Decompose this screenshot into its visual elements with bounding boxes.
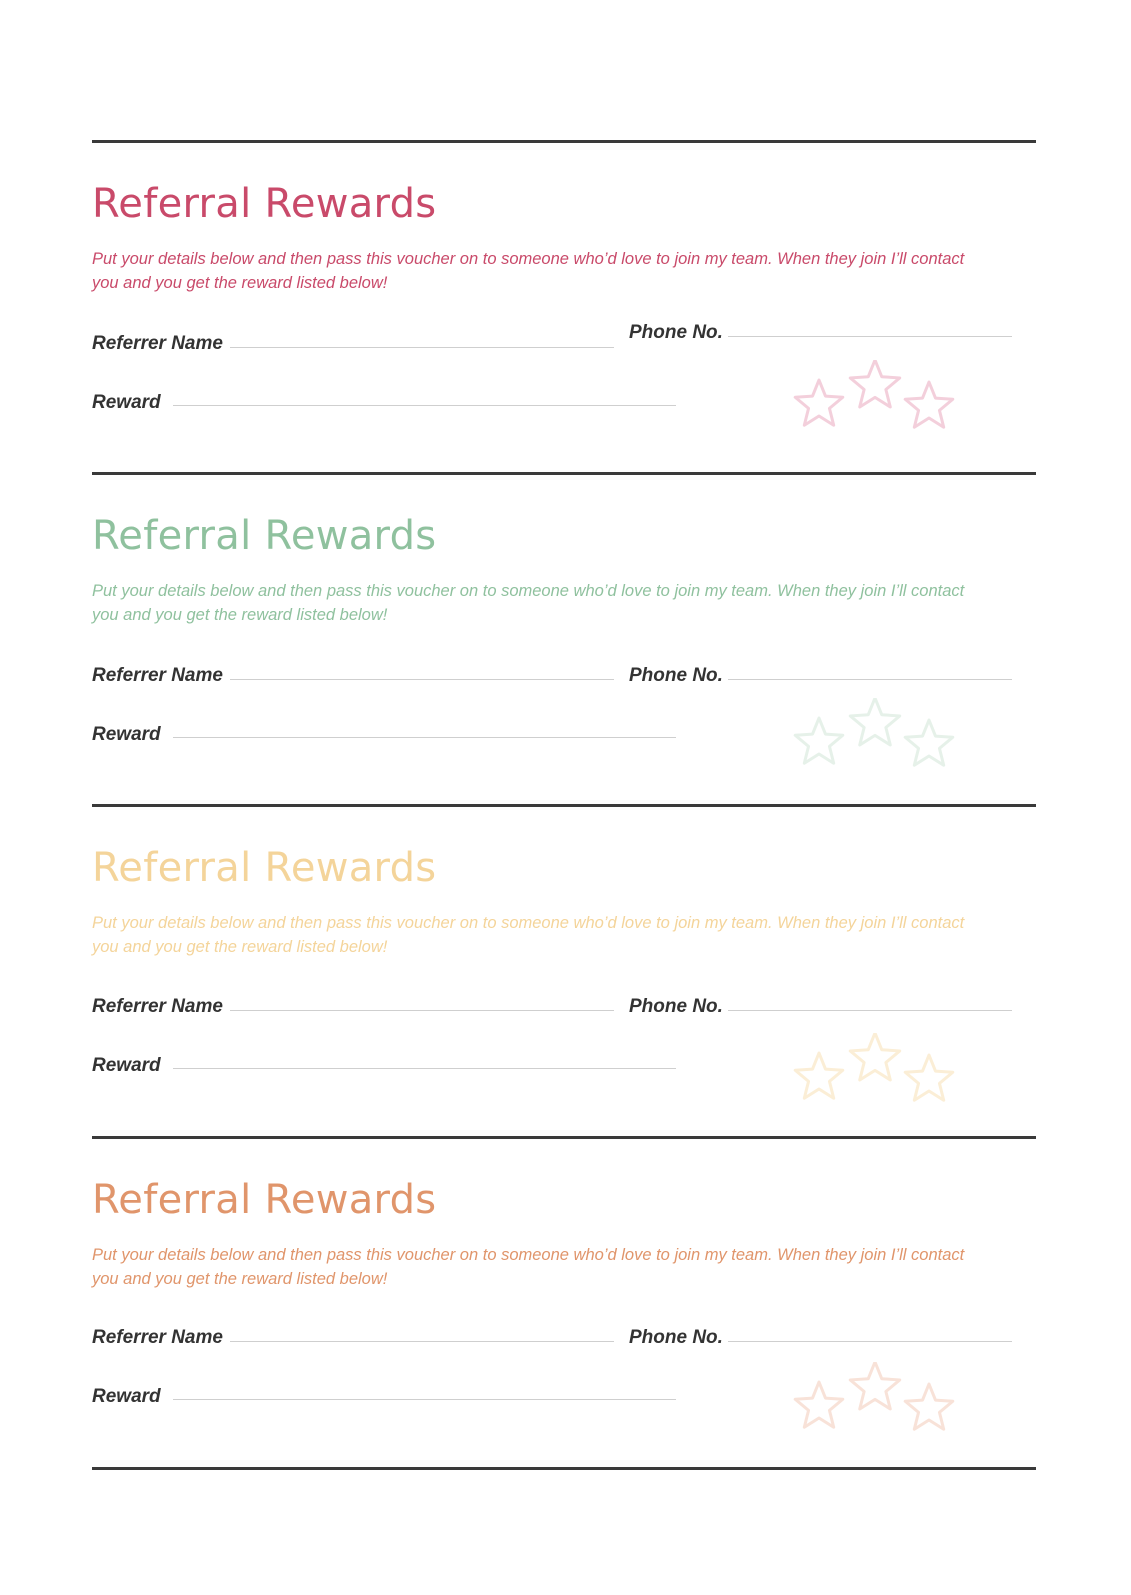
reward-label: Reward bbox=[92, 392, 161, 413]
voucher-description: Put your details below and then pass this voucher on to someone who’d love to join my team. When they join I’ll contact you and you get the reward listed below! bbox=[92, 582, 965, 624]
phone-field[interactable] bbox=[728, 1010, 1012, 1011]
referrer-name-label: Referrer Name bbox=[92, 1327, 223, 1348]
phone-label: Phone No. bbox=[629, 1327, 723, 1348]
voucher-description: Put your details below and then pass this voucher on to someone who’d love to join my team. When they join I’ll contact you and you get the reward listed below! bbox=[92, 1246, 965, 1288]
reward-label: Reward bbox=[92, 1055, 161, 1076]
voucher-1 bbox=[92, 144, 1036, 484]
referrer-name-label: Referrer Name bbox=[92, 996, 223, 1017]
reward-field[interactable] bbox=[173, 737, 676, 738]
voucher-title: Referral Rewards bbox=[92, 181, 437, 227]
voucher-title: Referral Rewards bbox=[92, 845, 437, 891]
phone-field[interactable] bbox=[728, 336, 1012, 337]
reward-field[interactable] bbox=[173, 405, 676, 406]
referrer-name-field[interactable] bbox=[230, 1341, 614, 1342]
voucher-2 bbox=[92, 476, 1036, 816]
phone-label: Phone No. bbox=[629, 996, 723, 1017]
referrer-name-field[interactable] bbox=[230, 347, 614, 348]
voucher-4 bbox=[92, 1140, 1036, 1480]
three-stars-icon bbox=[792, 1033, 972, 1123]
phone-label: Phone No. bbox=[629, 665, 723, 686]
reward-label: Reward bbox=[92, 724, 161, 745]
reward-label: Reward bbox=[92, 1386, 161, 1407]
voucher-description: Put your details below and then pass this voucher on to someone who’d love to join my team. When they join I’ll contact you and you get the reward listed below! bbox=[92, 914, 965, 956]
voucher-3 bbox=[92, 808, 1036, 1148]
referrer-name-label: Referrer Name bbox=[92, 333, 223, 354]
phone-field[interactable] bbox=[728, 679, 1012, 680]
divider-top bbox=[92, 140, 1036, 143]
three-stars-icon bbox=[792, 360, 972, 450]
referrer-name-field[interactable] bbox=[230, 1010, 614, 1011]
phone-field[interactable] bbox=[728, 1341, 1012, 1342]
reward-field[interactable] bbox=[173, 1068, 676, 1069]
referrer-name-field[interactable] bbox=[230, 679, 614, 680]
phone-label: Phone No. bbox=[629, 322, 723, 343]
referrer-name-label: Referrer Name bbox=[92, 665, 223, 686]
three-stars-icon bbox=[792, 1362, 972, 1452]
voucher-title: Referral Rewards bbox=[92, 1177, 437, 1223]
voucher-description: Put your details below and then pass this voucher on to someone who’d love to join my team. When they join I’ll contact you and you get the reward listed below! bbox=[92, 250, 965, 292]
three-stars-icon bbox=[792, 698, 972, 788]
reward-field[interactable] bbox=[173, 1399, 676, 1400]
voucher-title: Referral Rewards bbox=[92, 513, 437, 559]
